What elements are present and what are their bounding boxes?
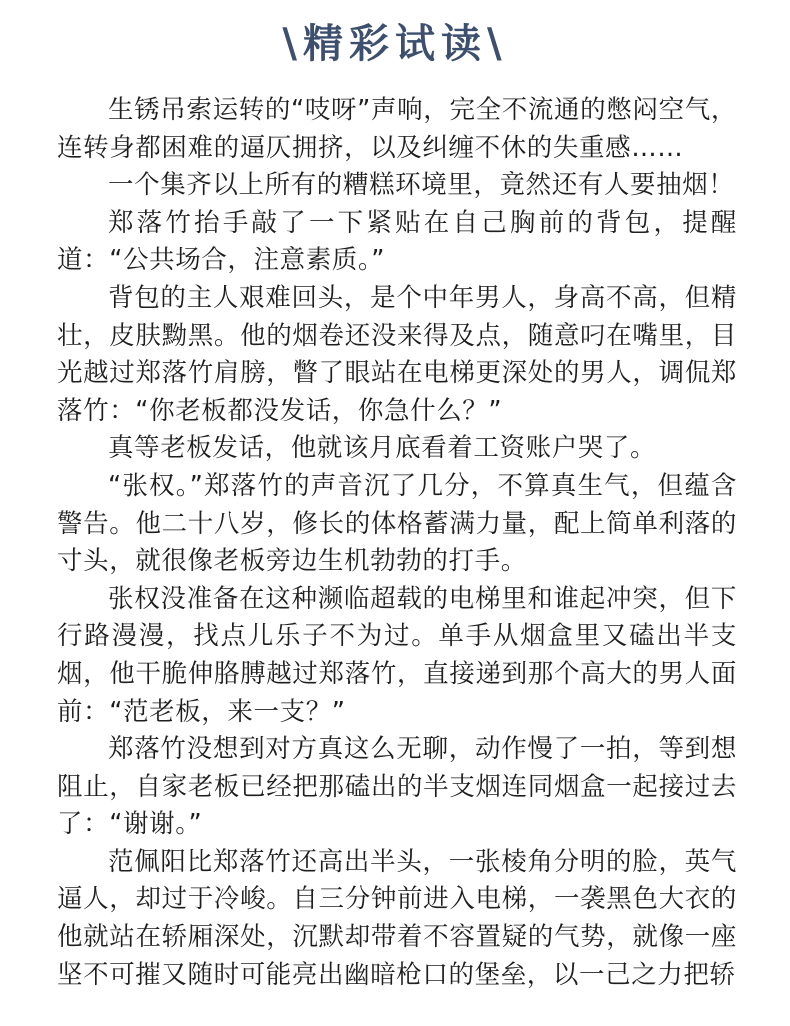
paragraph: 郑落竹抬手敲了一下紧贴在自己胸前的背包，提醒道：“公共场合，注意素质。” bbox=[57, 207, 737, 276]
paragraph: 真等老板发话，他就该月底看着工资账户哭了。 bbox=[108, 433, 657, 464]
paragraph: 一个集齐以上所有的糟糕环境里，竟然还有人要抽烟！ bbox=[108, 170, 735, 201]
paragraph: 范佩阳比郑落竹还高出半头，一张棱角分明的脸，英气逼人，却过于冷峻。自三分钟前进入电梯，一袭黑色大衣的他就站在轿厢深处，沉默却带着不容置疑的气势，就像一座坚不可摧又随时可能亮出幽暗枪口的堡垒，以一己之力把轿 bbox=[57, 846, 737, 990]
section-title: \精彩试读\ bbox=[282, 20, 508, 67]
excerpt-body bbox=[57, 92, 737, 994]
paragraph: 背包的主人艰难回头，是个中年男人，身高不高，但精壮，皮肤黝黑。他的烟卷还没来得及点，随意叼在嘴里，目光越过郑落竹肩膀，瞥了眼站在电梯更深处的男人，调侃郑落竹：“你老板都没发话，你急什么？” bbox=[57, 282, 737, 426]
paragraph: 张权没准备在这种濒临超载的电梯里和谁起冲突，但下行路漫漫，找点儿乐子不为过。单手从烟盒里又磕出半支烟，他干脆伸胳膊越过郑落竹，直接递到那个高大的男人面前：“范老板，来一支？” bbox=[57, 583, 737, 727]
paragraph: 郑落竹没想到对方真这么无聊，动作慢了一拍，等到想阻止，自家老板已经把那磕出的半支烟连同烟盒一起接过去了：“谢谢。” bbox=[57, 734, 737, 840]
paragraph: “张权。”郑落竹的声音沉了几分，不算真生气，但蕴含警告。他二十八岁，修长的体格蓄满力量，配上简单利落的寸头，就很像老板旁边生机勃勃的打手。 bbox=[57, 470, 737, 577]
paragraph: 生锈吊索运转的“吱呀”声响，完全不流通的憋闷空气，连转身都困难的逼仄拥挤，以及纠缠不休的失重感…… bbox=[57, 95, 737, 163]
